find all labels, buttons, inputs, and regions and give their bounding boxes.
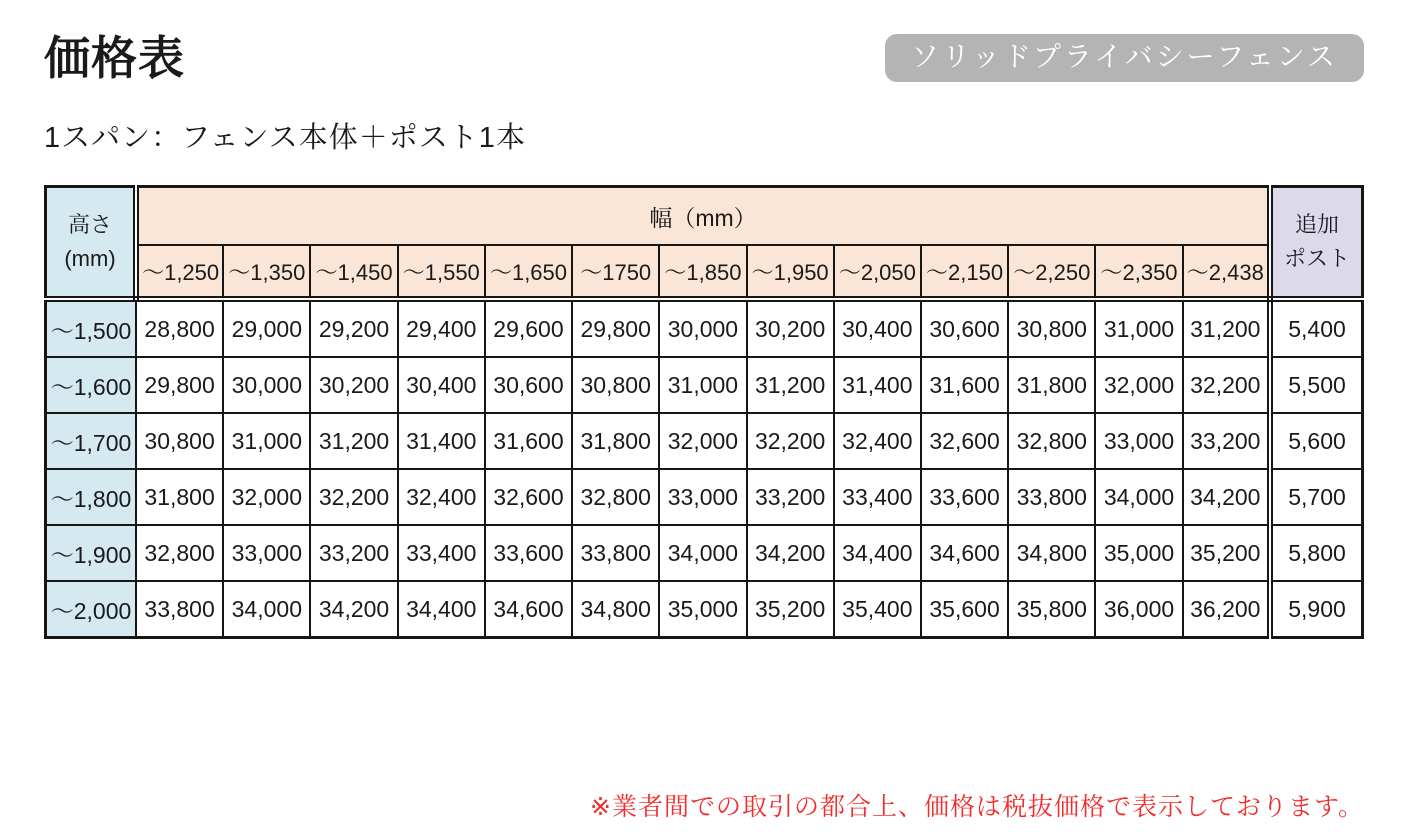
price-cell: 32,600 bbox=[921, 413, 1008, 469]
price-cell: 29,600 bbox=[485, 299, 572, 357]
price-cell: 32,800 bbox=[1008, 413, 1095, 469]
height-cell: ～1,900 bbox=[46, 525, 137, 581]
width-col-header: ～2,250 bbox=[1008, 245, 1095, 299]
height-cell: ～1,600 bbox=[46, 357, 137, 413]
price-cell: 30,200 bbox=[310, 357, 397, 413]
price-cell: 30,200 bbox=[747, 299, 834, 357]
page-title: 価格表 bbox=[44, 32, 185, 84]
price-cell: 31,800 bbox=[136, 469, 223, 525]
price-cell: 32,000 bbox=[659, 413, 746, 469]
price-cell: 31,200 bbox=[310, 413, 397, 469]
price-cell: 35,200 bbox=[1183, 525, 1270, 581]
price-cell: 34,400 bbox=[834, 525, 921, 581]
price-cell: 35,000 bbox=[659, 581, 746, 638]
price-cell: 29,200 bbox=[310, 299, 397, 357]
width-col-header: ～1,850 bbox=[659, 245, 746, 299]
price-cell: 31,200 bbox=[1183, 299, 1270, 357]
price-cell: 36,200 bbox=[1183, 581, 1270, 638]
price-cell: 34,400 bbox=[398, 581, 485, 638]
width-col-header: ～1,250 bbox=[136, 245, 223, 299]
extra-post-cell: 5,400 bbox=[1270, 299, 1363, 357]
price-cell: 32,000 bbox=[223, 469, 310, 525]
price-cell: 30,600 bbox=[485, 357, 572, 413]
price-table bbox=[44, 185, 1364, 639]
price-cell: 31,400 bbox=[834, 357, 921, 413]
height-column-header bbox=[46, 187, 137, 300]
price-cell: 29,800 bbox=[136, 357, 223, 413]
price-cell: 30,800 bbox=[1008, 299, 1095, 357]
extra-post-cell: 5,900 bbox=[1270, 581, 1363, 638]
price-cell: 31,000 bbox=[1095, 299, 1182, 357]
extra-post-cell: 5,600 bbox=[1270, 413, 1363, 469]
price-cell: 33,400 bbox=[398, 525, 485, 581]
price-cell: 30,000 bbox=[223, 357, 310, 413]
price-cell: 31,400 bbox=[398, 413, 485, 469]
price-cell: 34,800 bbox=[1008, 525, 1095, 581]
price-cell: 34,000 bbox=[1095, 469, 1182, 525]
price-cell: 31,600 bbox=[485, 413, 572, 469]
width-header-row bbox=[46, 245, 1363, 299]
table-row bbox=[46, 299, 1363, 357]
table-row bbox=[46, 357, 1363, 413]
price-cell: 33,000 bbox=[223, 525, 310, 581]
price-cell: 36,000 bbox=[1095, 581, 1182, 638]
table-row bbox=[46, 581, 1363, 638]
price-cell: 32,200 bbox=[1183, 357, 1270, 413]
price-cell: 30,800 bbox=[572, 357, 659, 413]
table-row bbox=[46, 525, 1363, 581]
width-col-header: ～1,450 bbox=[310, 245, 397, 299]
price-cell: 31,800 bbox=[572, 413, 659, 469]
price-cell: 34,000 bbox=[223, 581, 310, 638]
price-cell: 31,000 bbox=[223, 413, 310, 469]
price-cell: 30,600 bbox=[921, 299, 1008, 357]
price-cell: 31,600 bbox=[921, 357, 1008, 413]
extra-post-column-header bbox=[1270, 187, 1363, 300]
extra-post-cell: 5,500 bbox=[1270, 357, 1363, 413]
height-cell: ～1,500 bbox=[46, 299, 137, 357]
width-col-header: ～1,350 bbox=[223, 245, 310, 299]
price-cell: 29,800 bbox=[572, 299, 659, 357]
price-cell: 33,200 bbox=[1183, 413, 1270, 469]
price-cell: 32,800 bbox=[136, 525, 223, 581]
width-group-header: 幅（mm） bbox=[136, 187, 1270, 246]
price-cell: 31,800 bbox=[1008, 357, 1095, 413]
price-cell: 30,000 bbox=[659, 299, 746, 357]
price-cell: 30,400 bbox=[398, 357, 485, 413]
price-cell: 29,400 bbox=[398, 299, 485, 357]
height-header-unit: (mm) bbox=[64, 246, 116, 271]
product-name-badge: ソリッドプライバシーフェンス bbox=[885, 34, 1364, 82]
price-cell: 31,000 bbox=[659, 357, 746, 413]
price-cell: 33,200 bbox=[747, 469, 834, 525]
table-row bbox=[46, 413, 1363, 469]
height-cell: ～1,800 bbox=[46, 469, 137, 525]
price-table-body bbox=[46, 299, 1363, 638]
tax-exclusive-note: ※業者間での取引の都合上、価格は税抜価格で表示しております。 bbox=[590, 793, 1364, 821]
width-col-header: ～1,550 bbox=[398, 245, 485, 299]
price-cell: 33,600 bbox=[921, 469, 1008, 525]
price-cell: 32,000 bbox=[1095, 357, 1182, 413]
price-cell: 34,600 bbox=[921, 525, 1008, 581]
extra-post-cell: 5,800 bbox=[1270, 525, 1363, 581]
price-cell: 30,800 bbox=[136, 413, 223, 469]
width-col-header: ～2,438 bbox=[1183, 245, 1270, 299]
price-cell: 35,800 bbox=[1008, 581, 1095, 638]
extra-post-cell: 5,700 bbox=[1270, 469, 1363, 525]
width-col-header: ～1,650 bbox=[485, 245, 572, 299]
price-cell: 33,000 bbox=[1095, 413, 1182, 469]
group-header-row bbox=[46, 187, 1363, 246]
span-definition-subtitle: 1スパン：フェンス本体＋ポスト1本 bbox=[44, 122, 526, 154]
price-cell: 30,400 bbox=[834, 299, 921, 357]
price-cell: 32,400 bbox=[834, 413, 921, 469]
price-cell: 34,600 bbox=[485, 581, 572, 638]
price-cell: 33,400 bbox=[834, 469, 921, 525]
price-cell: 33,800 bbox=[1008, 469, 1095, 525]
price-cell: 33,200 bbox=[310, 525, 397, 581]
price-cell: 34,200 bbox=[747, 525, 834, 581]
price-table-header bbox=[46, 187, 1363, 300]
price-cell: 33,000 bbox=[659, 469, 746, 525]
price-cell: 33,800 bbox=[572, 525, 659, 581]
width-col-header: ～1750 bbox=[572, 245, 659, 299]
price-cell: 33,600 bbox=[485, 525, 572, 581]
height-header-label: 高さ bbox=[67, 211, 112, 237]
price-cell: 34,200 bbox=[310, 581, 397, 638]
price-cell: 32,200 bbox=[747, 413, 834, 469]
price-cell: 35,400 bbox=[834, 581, 921, 638]
price-cell: 34,800 bbox=[572, 581, 659, 638]
width-col-header: ～2,150 bbox=[921, 245, 1008, 299]
price-cell: 33,800 bbox=[136, 581, 223, 638]
extra-post-header-line1: 追加 bbox=[1294, 211, 1339, 237]
height-cell: ～1,700 bbox=[46, 413, 137, 469]
price-cell: 32,800 bbox=[572, 469, 659, 525]
price-cell: 32,600 bbox=[485, 469, 572, 525]
price-cell: 35,600 bbox=[921, 581, 1008, 638]
height-cell: ～2,000 bbox=[46, 581, 137, 638]
price-cell: 32,200 bbox=[310, 469, 397, 525]
width-col-header: ～1,950 bbox=[747, 245, 834, 299]
width-col-header: ～2,350 bbox=[1095, 245, 1182, 299]
page-header bbox=[44, 30, 1364, 86]
price-cell: 35,000 bbox=[1095, 525, 1182, 581]
price-cell: 29,000 bbox=[223, 299, 310, 357]
price-cell: 35,200 bbox=[747, 581, 834, 638]
price-cell: 28,800 bbox=[136, 299, 223, 357]
price-cell: 34,200 bbox=[1183, 469, 1270, 525]
price-cell: 31,200 bbox=[747, 357, 834, 413]
width-col-header: ～2,050 bbox=[834, 245, 921, 299]
extra-post-header-line2: ポスト bbox=[1283, 246, 1350, 271]
price-cell: 34,000 bbox=[659, 525, 746, 581]
price-cell: 32,400 bbox=[398, 469, 485, 525]
table-row bbox=[46, 469, 1363, 525]
